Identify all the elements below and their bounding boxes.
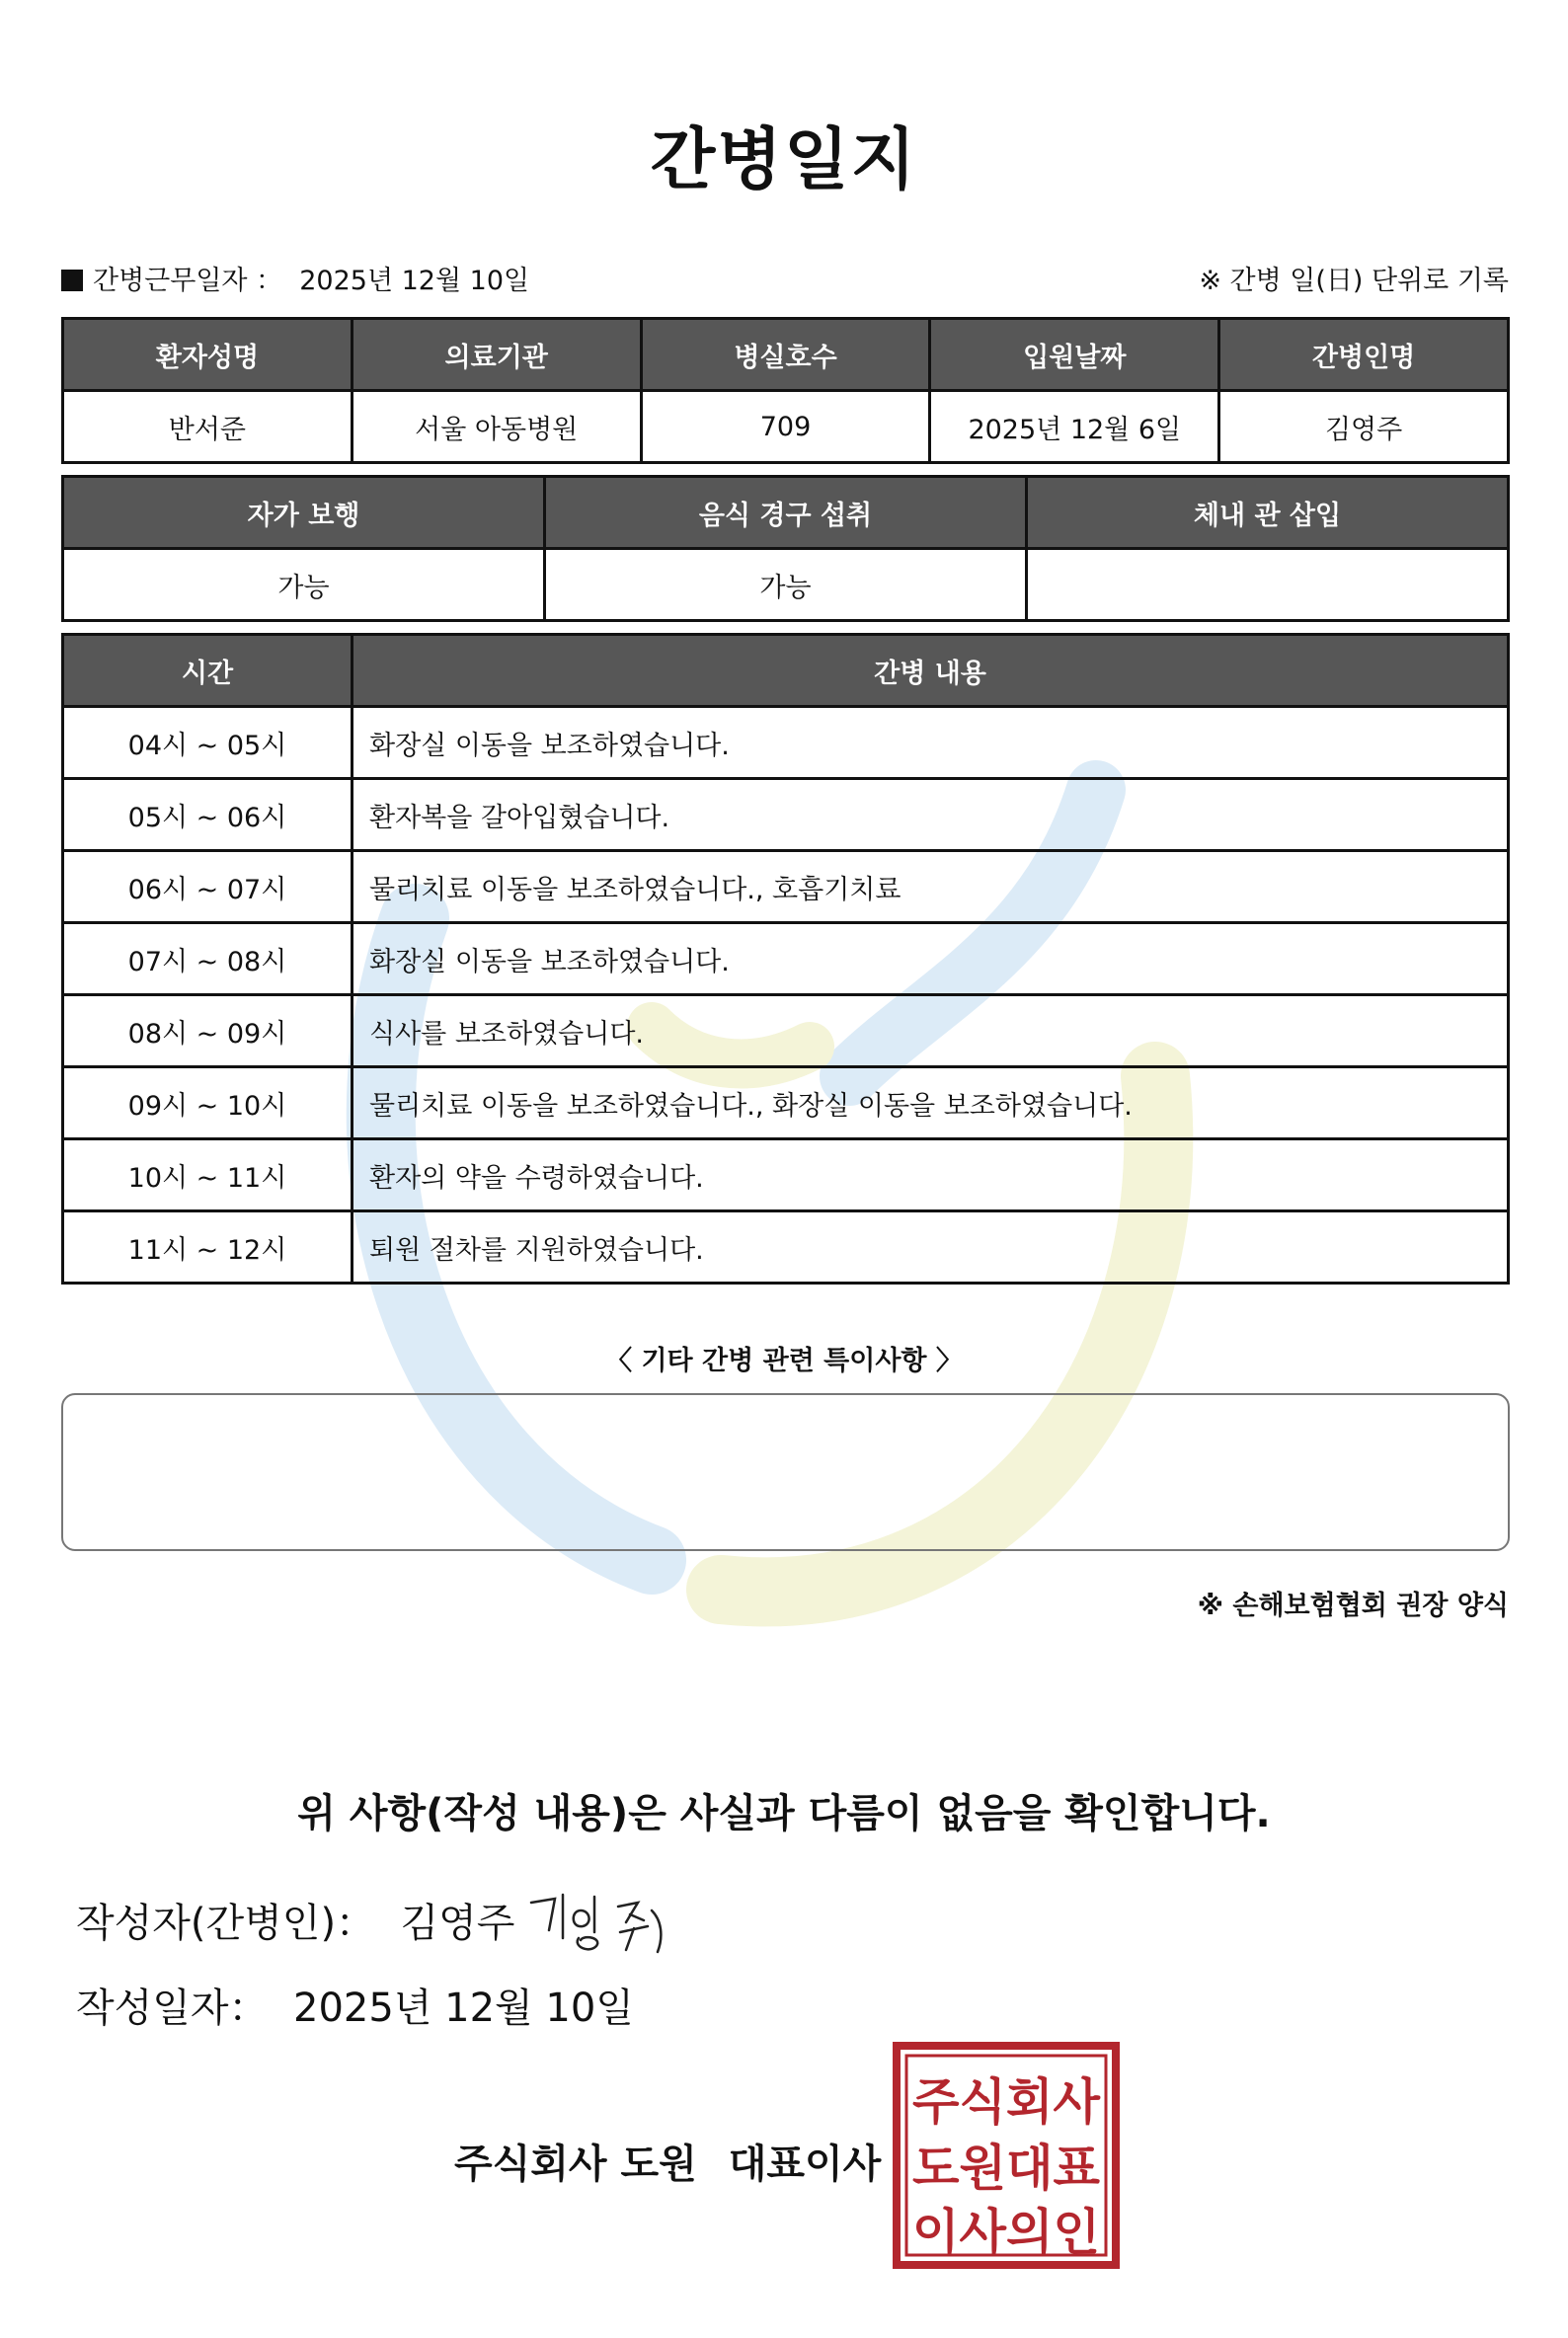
notes-title: 〈 기타 간병 관련 특이사항 〉	[605, 1346, 963, 1376]
admission-date: 2025년 12월 6일	[930, 391, 1219, 463]
log-time: 04시 ~ 05시	[63, 707, 353, 779]
log-content: 환자복을 갈아입혔습니다.	[353, 779, 1509, 851]
log-content: 물리치료 이동을 보조하였습니다., 호흡기치료	[353, 851, 1509, 923]
work-date	[61, 259, 529, 297]
seal-line-3: 이사의인	[912, 2204, 1100, 2261]
handwritten-signature	[523, 1881, 701, 1960]
company-line	[454, 2133, 881, 2189]
oral-intake-status: 가능	[545, 549, 1027, 621]
log-time: 05시 ~ 06시	[63, 779, 353, 851]
company-seal	[893, 2042, 1120, 2269]
caregiver-name: 김영주	[1219, 391, 1509, 463]
status-table	[61, 475, 1510, 622]
log-time: 08시 ~ 09시	[63, 995, 353, 1067]
log-time: 10시 ~ 11시	[63, 1139, 353, 1211]
write-date-value: 2025년 12월 10일	[293, 1986, 634, 2031]
table-row	[63, 1139, 1509, 1211]
log-time: 09시 ~ 10시	[63, 1067, 353, 1139]
company-title: 대표이사	[728, 2142, 882, 2187]
hospital: 서울 아동병원	[352, 391, 641, 463]
seal-line-1: 주식회사	[912, 2073, 1101, 2131]
table-row	[63, 779, 1509, 851]
header-care-content: 간병 내용	[353, 635, 1509, 707]
header-walking: 자가 보행	[63, 477, 545, 549]
log-content: 화장실 이동을 보조하였습니다.	[353, 707, 1509, 779]
table-row	[63, 391, 1509, 463]
log-content: 환자의 약을 수령하였습니다.	[353, 1139, 1509, 1211]
work-date-label: 간병근무일자 ：	[93, 266, 283, 296]
log-content: 식사를 보조하였습니다.	[353, 995, 1509, 1067]
log-time: 06시 ~ 07시	[63, 851, 353, 923]
table-header-row	[63, 319, 1509, 391]
table-row	[63, 851, 1509, 923]
header-admission-date: 입원날짜	[930, 319, 1219, 391]
work-date-value: 2025년 12월 10일	[299, 266, 530, 296]
table-row	[63, 995, 1509, 1067]
writer-name: 김영주	[400, 1901, 515, 1946]
header-patient-name: 환자성명	[63, 319, 353, 391]
seal-line-2: 도원대표	[912, 2140, 1101, 2197]
table-header-row	[63, 477, 1509, 549]
writer-line	[76, 1892, 514, 1948]
confirmation-statement: 위 사항(작성 내용)은 사실과 다름이 없음을 확인합니다.	[297, 1791, 1271, 1836]
patient-info-table	[61, 317, 1510, 464]
form-note: ※ 손해보험협회 권장 양식	[1197, 1591, 1509, 1621]
log-content: 퇴원 절차를 지원하였습니다.	[353, 1211, 1509, 1284]
company-name: 주식회사 도원	[454, 2142, 697, 2187]
table-header-row	[63, 635, 1509, 707]
header-oral-intake: 음식 경구 섭취	[545, 477, 1027, 549]
table-row	[63, 1211, 1509, 1284]
write-date-line	[76, 1977, 634, 2033]
walking-status: 가능	[63, 549, 545, 621]
header-tube: 체내 관 삽입	[1027, 477, 1509, 549]
log-time: 11시 ~ 12시	[63, 1211, 353, 1284]
bullet-square-icon	[61, 270, 83, 291]
header-hospital: 의료기관	[352, 319, 641, 391]
log-time: 07시 ~ 08시	[63, 923, 353, 995]
table-row	[63, 549, 1509, 621]
table-row	[63, 923, 1509, 995]
header-caregiver: 간병인명	[1219, 319, 1509, 391]
log-content: 화장실 이동을 보조하였습니다.	[353, 923, 1509, 995]
care-log-table	[61, 633, 1510, 1285]
header-room: 병실호수	[641, 319, 930, 391]
document-title: 간병일지	[650, 121, 918, 199]
table-row	[63, 1067, 1509, 1139]
table-row	[63, 707, 1509, 779]
notes-box	[61, 1393, 1510, 1551]
room-number: 709	[641, 391, 930, 463]
unit-note: ※ 간병 일(日) 단위로 기록	[1199, 266, 1509, 296]
tube-status	[1027, 549, 1509, 621]
write-date-label: 작성일자：	[76, 1986, 269, 2031]
patient-name: 반서준	[63, 391, 353, 463]
log-content: 물리치료 이동을 보조하였습니다., 화장실 이동을 보조하였습니다.	[353, 1067, 1509, 1139]
header-time: 시간	[63, 635, 353, 707]
writer-label: 작성자(간병인)：	[76, 1901, 376, 1946]
